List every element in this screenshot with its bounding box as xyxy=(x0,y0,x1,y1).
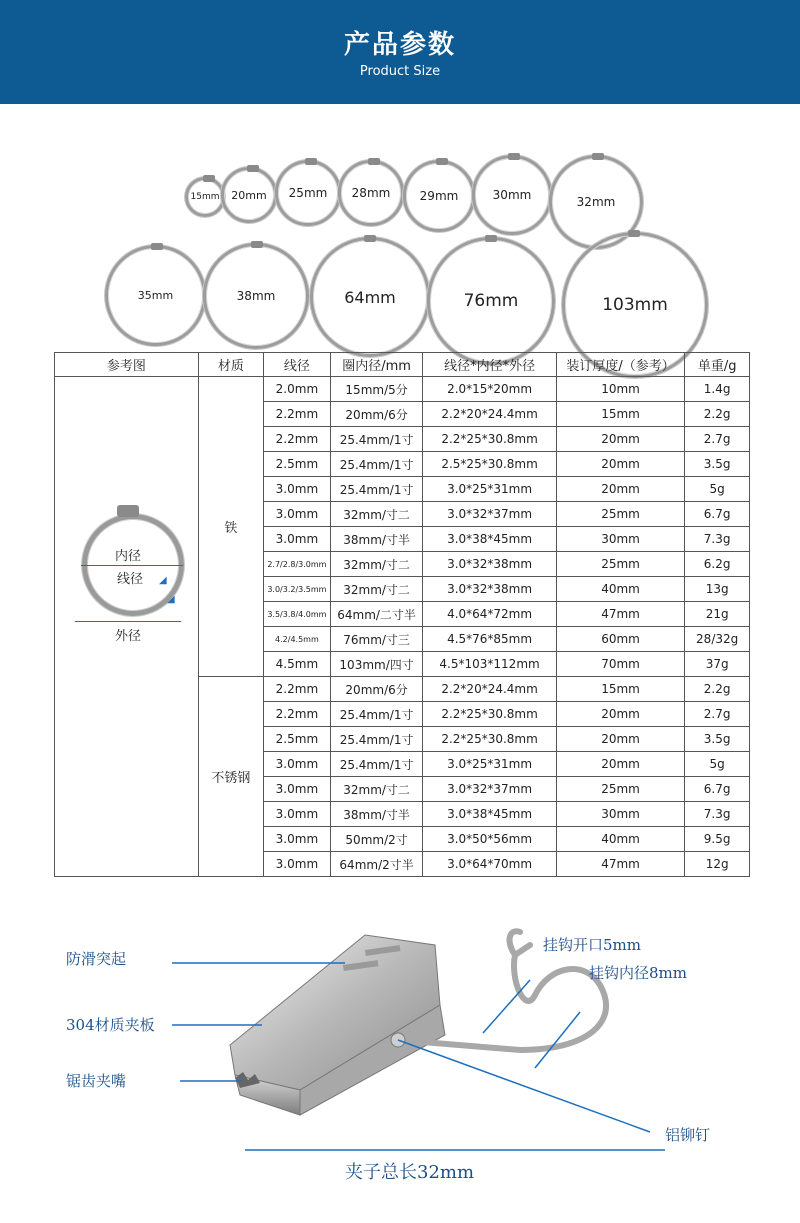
table-cell: 64mm/2寸半 xyxy=(330,852,423,877)
table-cell: 3.0*64*70mm xyxy=(423,852,556,877)
table-cell: 2.7/2.8/3.0mm xyxy=(263,552,330,577)
hook-inner-label: 挂钩内径8mm xyxy=(589,964,687,982)
table-cell: 2.5mm xyxy=(263,727,330,752)
table-cell: 3.0mm xyxy=(263,752,330,777)
table-cell: 2.0*15*20mm xyxy=(423,377,556,402)
arrow-icon: ◢ xyxy=(159,575,167,586)
table-cell: 32mm/寸二 xyxy=(330,552,423,577)
table-cell: 25mm xyxy=(556,777,685,802)
table-cell: 4.2/4.5mm xyxy=(263,627,330,652)
ring-clasp xyxy=(508,153,520,160)
binder-ring xyxy=(185,177,225,217)
table-cell: 20mm xyxy=(556,477,685,502)
ring-clasp xyxy=(628,230,640,237)
table-cell: 2.2g xyxy=(685,677,750,702)
table-cell: 30mm xyxy=(556,527,685,552)
table-cell: 15mm xyxy=(556,402,685,427)
table-cell: 3.5/3.8/4.0mm xyxy=(263,602,330,627)
binder-ring xyxy=(403,160,475,232)
table-cell: 6.7g xyxy=(685,502,750,527)
ring-clasp xyxy=(203,175,215,182)
table-cell: 20mm xyxy=(556,752,685,777)
table-cell: 21g xyxy=(685,602,750,627)
table-cell: 2.2*20*24.4mm xyxy=(423,402,556,427)
table-cell: 5g xyxy=(685,477,750,502)
table-cell: 3.0*25*31mm xyxy=(423,752,556,777)
table-cell: 4.5mm xyxy=(263,652,330,677)
table-cell: 20mm xyxy=(556,452,685,477)
table-cell: 20mm/6分 xyxy=(330,402,423,427)
outer-diameter-line xyxy=(75,621,181,622)
table-cell: 3.5g xyxy=(685,727,750,752)
table-cell: 3.0mm xyxy=(263,852,330,877)
inner-diameter-label: 内径 xyxy=(115,549,142,564)
table-cell: 6.2g xyxy=(685,552,750,577)
rivet-label: 铝铆钉 xyxy=(665,1126,711,1144)
table-cell: 3.0/3.2/3.5mm xyxy=(263,577,330,602)
table-cell: 5g xyxy=(685,752,750,777)
table-cell: 20mm xyxy=(556,427,685,452)
table-cell: 40mm xyxy=(556,577,685,602)
wire-diameter-label: 线径 xyxy=(117,572,144,587)
teeth-label: 锯齿夹嘴 xyxy=(66,1072,127,1090)
col-header: 参考图 xyxy=(55,353,199,377)
table-cell: 4.5*103*112mm xyxy=(423,652,556,677)
table-cell: 25.4mm/1寸 xyxy=(330,427,423,452)
table-cell: 3.0*32*37mm xyxy=(423,502,556,527)
ring-size-label: 25mm xyxy=(288,186,328,200)
table-cell: 4.0*64*72mm xyxy=(423,602,556,627)
arrow-icon: ◢ xyxy=(167,594,175,605)
table-cell: 2.2*25*30.8mm xyxy=(423,727,556,752)
ring-size-label: 15mm xyxy=(190,192,220,202)
table-cell: 3.0mm xyxy=(263,777,330,802)
table-cell: 7.3g xyxy=(685,527,750,552)
ring-clasp xyxy=(436,158,448,165)
ring-clasp xyxy=(592,153,604,160)
table-cell: 25.4mm/1寸 xyxy=(330,477,423,502)
table-cell: 47mm xyxy=(556,602,685,627)
table-cell: 20mm/6分 xyxy=(330,677,423,702)
table-cell: 2.5*25*30.8mm xyxy=(423,452,556,477)
material-cell: 铁 xyxy=(198,377,263,677)
col-header: 线径*内径*外径 xyxy=(423,353,556,377)
ring-size-label: 35mm xyxy=(137,289,174,302)
table-cell: 25.4mm/1寸 xyxy=(330,727,423,752)
table-cell: 32mm/寸二 xyxy=(330,502,423,527)
table-cell: 3.0*38*45mm xyxy=(423,527,556,552)
binder-ring xyxy=(472,155,552,235)
table-cell: 25mm xyxy=(556,502,685,527)
table-cell: 25.4mm/1寸 xyxy=(330,702,423,727)
table-cell: 1.4g xyxy=(685,377,750,402)
col-header: 装订厚度/（参考） xyxy=(556,353,685,377)
table-cell: 3.0mm xyxy=(263,827,330,852)
table-cell: 64mm/二寸半 xyxy=(330,602,423,627)
ring-clasp xyxy=(251,241,263,248)
ring-size-label: 103mm xyxy=(602,295,668,315)
col-header: 单重/g xyxy=(685,353,750,377)
table-cell: 37g xyxy=(685,652,750,677)
table-cell: 10mm xyxy=(556,377,685,402)
ring-clasp xyxy=(368,158,380,165)
table-cell: 60mm xyxy=(556,627,685,652)
table-cell: 76mm/寸三 xyxy=(330,627,423,652)
table-cell: 2.2mm xyxy=(263,677,330,702)
table-cell: 3.5g xyxy=(685,452,750,477)
inner-diameter-line xyxy=(81,565,183,566)
table-cell: 2.2*20*24.4mm xyxy=(423,677,556,702)
table-cell: 32mm/寸二 xyxy=(330,777,423,802)
anti-slip-label: 防滑突起 xyxy=(66,950,127,968)
binder-ring xyxy=(338,160,404,226)
ring-size-label: 38mm xyxy=(236,289,276,303)
table-cell: 3.0*25*31mm xyxy=(423,477,556,502)
binder-ring xyxy=(203,243,309,349)
ring-clasp xyxy=(247,165,259,172)
ring-size-label: 32mm xyxy=(576,195,616,209)
ring-size-label: 28mm xyxy=(351,186,391,200)
table-cell: 20mm xyxy=(556,702,685,727)
table-cell: 15mm xyxy=(556,677,685,702)
table-cell: 28/32g xyxy=(685,627,750,652)
binder-ring xyxy=(275,160,341,226)
table-cell: 103mm/四寸 xyxy=(330,652,423,677)
table-cell: 20mm xyxy=(556,727,685,752)
table-cell: 50mm/2寸 xyxy=(330,827,423,852)
col-header: 圈内径/mm xyxy=(330,353,423,377)
header-subtitle: Product Size xyxy=(359,64,441,79)
table-cell: 70mm xyxy=(556,652,685,677)
table-cell: 25mm xyxy=(556,552,685,577)
ring-size-label: 64mm xyxy=(344,287,396,307)
table-cell: 13g xyxy=(685,577,750,602)
table-cell: 2.2g xyxy=(685,402,750,427)
table-cell: 3.0mm xyxy=(263,477,330,502)
clip-section xyxy=(0,900,800,1223)
table-cell: 3.0*50*56mm xyxy=(423,827,556,852)
table-cell: 2.2*25*30.8mm xyxy=(423,427,556,452)
outer-diameter-label: 外径 xyxy=(115,629,142,644)
table-cell: 30mm xyxy=(556,802,685,827)
table-cell: 2.5mm xyxy=(263,452,330,477)
table-cell: 3.0mm xyxy=(263,527,330,552)
binder-ring xyxy=(105,245,206,346)
ring-size-label: 29mm xyxy=(419,189,459,203)
ring-clasp xyxy=(305,158,317,165)
table-cell: 2.7g xyxy=(685,427,750,452)
binder-ring xyxy=(221,167,277,223)
plate-label: 304材质夹板 xyxy=(66,1016,155,1034)
table-cell: 2.7g xyxy=(685,702,750,727)
table-cell: 3.0mm xyxy=(263,802,330,827)
ring-size-label: 20mm xyxy=(231,188,267,202)
table-cell: 2.2mm xyxy=(263,702,330,727)
col-header: 材质 xyxy=(198,353,263,377)
total-length-label: 夹子总长32mm xyxy=(345,1162,475,1183)
table-cell: 32mm/寸二 xyxy=(330,577,423,602)
binder-ring xyxy=(310,237,430,357)
table-cell: 3.0*32*38mm xyxy=(423,552,556,577)
material-cell: 不锈钢 xyxy=(198,677,263,877)
table-cell: 3.0*38*45mm xyxy=(423,802,556,827)
table-cell: 38mm/寸半 xyxy=(330,802,423,827)
table-cell: 3.0*32*37mm xyxy=(423,777,556,802)
hook-opening-label: 挂钩开口5mm xyxy=(543,936,641,954)
table-cell: 6.7g xyxy=(685,777,750,802)
table-cell: 9.5g xyxy=(685,827,750,852)
table-cell: 2.2mm xyxy=(263,402,330,427)
table-cell: 3.0mm xyxy=(263,502,330,527)
table-header-row xyxy=(55,353,750,377)
table-cell: 2.2*25*30.8mm xyxy=(423,702,556,727)
table-cell: 47mm xyxy=(556,852,685,877)
ring-clasp xyxy=(117,505,139,517)
table-cell: 4.5*76*85mm xyxy=(423,627,556,652)
table-cell: 25.4mm/1寸 xyxy=(330,452,423,477)
ring-clasp xyxy=(151,243,163,250)
col-header: 线径 xyxy=(263,353,330,377)
table-cell: 12g xyxy=(685,852,750,877)
table-cell: 15mm/5分 xyxy=(330,377,423,402)
ring-clasp xyxy=(364,235,376,242)
table-cell: 38mm/寸半 xyxy=(330,527,423,552)
ring-clasp xyxy=(485,235,497,242)
table-cell: 40mm xyxy=(556,827,685,852)
ring-size-label: 30mm xyxy=(492,188,532,202)
header-title: 产品参数 xyxy=(343,30,456,60)
table-cell: 25.4mm/1寸 xyxy=(330,752,423,777)
ring-size-label: 76mm xyxy=(463,291,519,311)
binder-ring xyxy=(427,237,555,365)
reference-ring-illustration xyxy=(55,377,199,876)
table-cell: 2.2mm xyxy=(263,427,330,452)
table-cell: 7.3g xyxy=(685,802,750,827)
header-banner xyxy=(0,0,800,104)
table-cell: 2.0mm xyxy=(263,377,330,402)
table-cell: 3.0*32*38mm xyxy=(423,577,556,602)
